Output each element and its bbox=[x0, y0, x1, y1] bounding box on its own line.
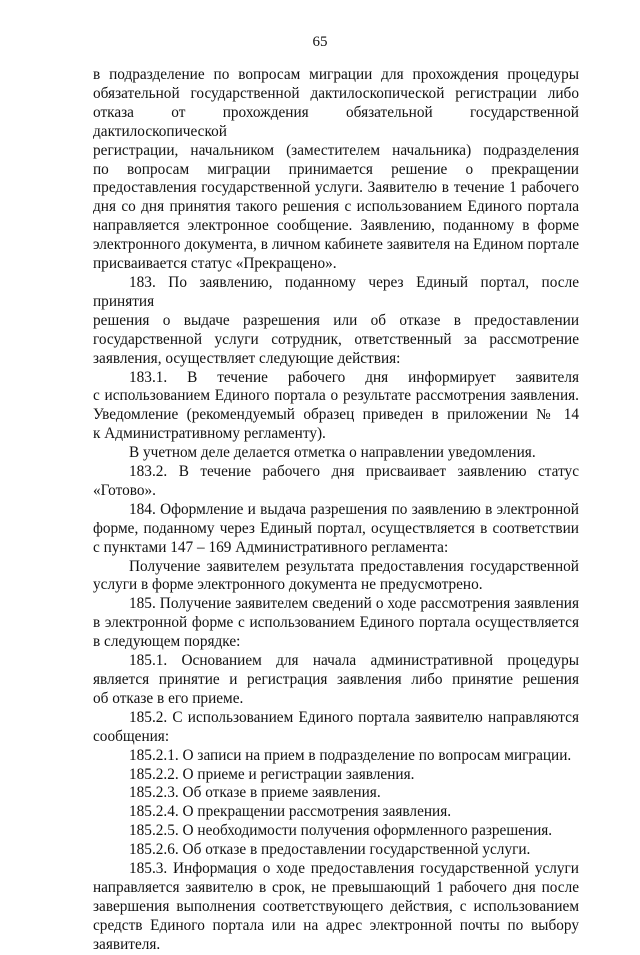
text-line: 185.2.1. О записи на прием в подразделение по вопросам миграции. bbox=[129, 746, 572, 764]
text-line: к Административному регламенту). bbox=[93, 425, 326, 443]
text-line: в следующем порядке: bbox=[93, 633, 241, 651]
text-line: сообщения: bbox=[93, 727, 170, 745]
paragraph bbox=[93, 369, 579, 445]
text-line: 183.2. В течение рабочего дня присваивает заявлению статус bbox=[129, 463, 579, 481]
text-line: форме, поданному через Единый портал, осуществляется в соответствии bbox=[93, 519, 579, 537]
text-line: обязательной государственной дактилоскопической регистрации либо bbox=[93, 84, 579, 102]
page-number: 65 bbox=[312, 34, 328, 50]
text-line: завершения выполнения соответствующего действия, с использованием bbox=[93, 897, 579, 915]
text-line: направляется электронное сообщение. Заявлению, поданному в форме bbox=[93, 217, 579, 235]
text-line: 183.1. В течение рабочего дня информирует заявителя bbox=[129, 368, 579, 386]
text-line: по вопросам миграции принимается решение о прекращении bbox=[93, 160, 579, 178]
text-line: 185.3. Информация о ходе предоставления государственной услуги bbox=[129, 860, 579, 878]
text-line: является принятие и регистрация заявления либо принятие решения bbox=[93, 671, 579, 688]
text-line: 184. Оформление и выдача разрешения по заявлению в электронной bbox=[129, 500, 579, 518]
text-line: услуги в форме электронного документа не предусмотрено. bbox=[93, 576, 483, 594]
text-line: направляется заявителю в срок, не превышающий 1 рабочего дня после bbox=[93, 878, 579, 896]
text-line: Уведомление (рекомендуемый образец приведен в приложении № 14 bbox=[93, 406, 579, 424]
text-line: 185.2.2. О приеме и регистрации заявления. bbox=[129, 765, 415, 783]
paragraph bbox=[93, 501, 579, 558]
text-line: 185.2.4. О прекращении рассмотрения заявления. bbox=[129, 803, 452, 821]
text-line: 185.2.6. Об отказе в предоставлении государственной услуги. bbox=[129, 841, 531, 859]
paragraph bbox=[93, 822, 579, 841]
paragraph bbox=[93, 274, 579, 369]
text-line: об отказе в его приеме. bbox=[93, 689, 244, 707]
text-line: в электронной форме с использованием Единого портала осуществляется bbox=[93, 614, 579, 632]
paragraph bbox=[93, 803, 579, 822]
text-line: 185.2. С использованием Единого портала заявителю направляются bbox=[129, 708, 579, 726]
text-line: 185.2.5. О необходимости получения оформленного разрешения. bbox=[129, 822, 553, 840]
text-line: с использованием Единого портала о результате рассмотрения заявления. bbox=[93, 387, 579, 405]
text-line: регистрации, начальником (заместителем начальника) подразделения bbox=[93, 141, 579, 159]
text-line: В учетном деле делается отметка о направлении уведомления. bbox=[129, 444, 536, 462]
text-line: 185.1. Основанием для начала административной процедуры bbox=[129, 652, 579, 670]
text-line: «Готово». bbox=[93, 481, 156, 499]
text-line: государственной услуги сотрудник, ответственный за рассмотрение bbox=[93, 330, 579, 348]
text-line: предоставления государственной услуги. Заявителю в течение 1 рабочего bbox=[93, 179, 579, 197]
paragraph bbox=[93, 463, 579, 501]
paragraph bbox=[93, 595, 579, 652]
text-line: электронного документа, в личном кабинете заявителя на Едином портале bbox=[93, 236, 579, 254]
paragraph bbox=[93, 766, 579, 785]
text-line: отказа от прохождения обязательной государственной дактилоскопической bbox=[93, 103, 579, 140]
text-line: средств Единого портала или на адрес электронной почты по выбору bbox=[93, 916, 579, 934]
text-line: Получение заявителем результата предоставления государственной bbox=[129, 557, 579, 575]
text-line: заявителя. bbox=[93, 935, 161, 953]
paragraph bbox=[93, 841, 579, 860]
paragraph bbox=[93, 558, 579, 596]
paragraph bbox=[93, 444, 579, 463]
paragraph bbox=[93, 860, 579, 955]
text-line: с пунктами 147 – 169 Административного регламента: bbox=[93, 538, 449, 556]
text-line: 183. По заявлению, поданному через Единый портал, после принятия bbox=[93, 273, 579, 310]
text-line: присваивается статус «Прекращено». bbox=[93, 255, 337, 273]
text-line: решения о выдаче разрешения или об отказе в предоставлении bbox=[93, 311, 579, 329]
text-line: 185. Получение заявителем сведений о ходе рассмотрения заявления bbox=[129, 595, 579, 613]
paragraph bbox=[93, 784, 579, 803]
text-line: дня со дня принятия такого решения с использованием Единого портала bbox=[93, 198, 579, 216]
paragraph bbox=[93, 652, 579, 709]
paragraph bbox=[93, 747, 579, 766]
text-line: 185.2.3. Об отказе в приеме заявления. bbox=[129, 784, 381, 802]
text-line: в подразделение по вопросам миграции для прохождения процедуры bbox=[93, 66, 579, 83]
document-body bbox=[93, 66, 579, 955]
paragraph bbox=[93, 709, 579, 747]
text-line: заявления, осуществляет следующие действия: bbox=[93, 349, 401, 367]
paragraph bbox=[93, 66, 579, 274]
